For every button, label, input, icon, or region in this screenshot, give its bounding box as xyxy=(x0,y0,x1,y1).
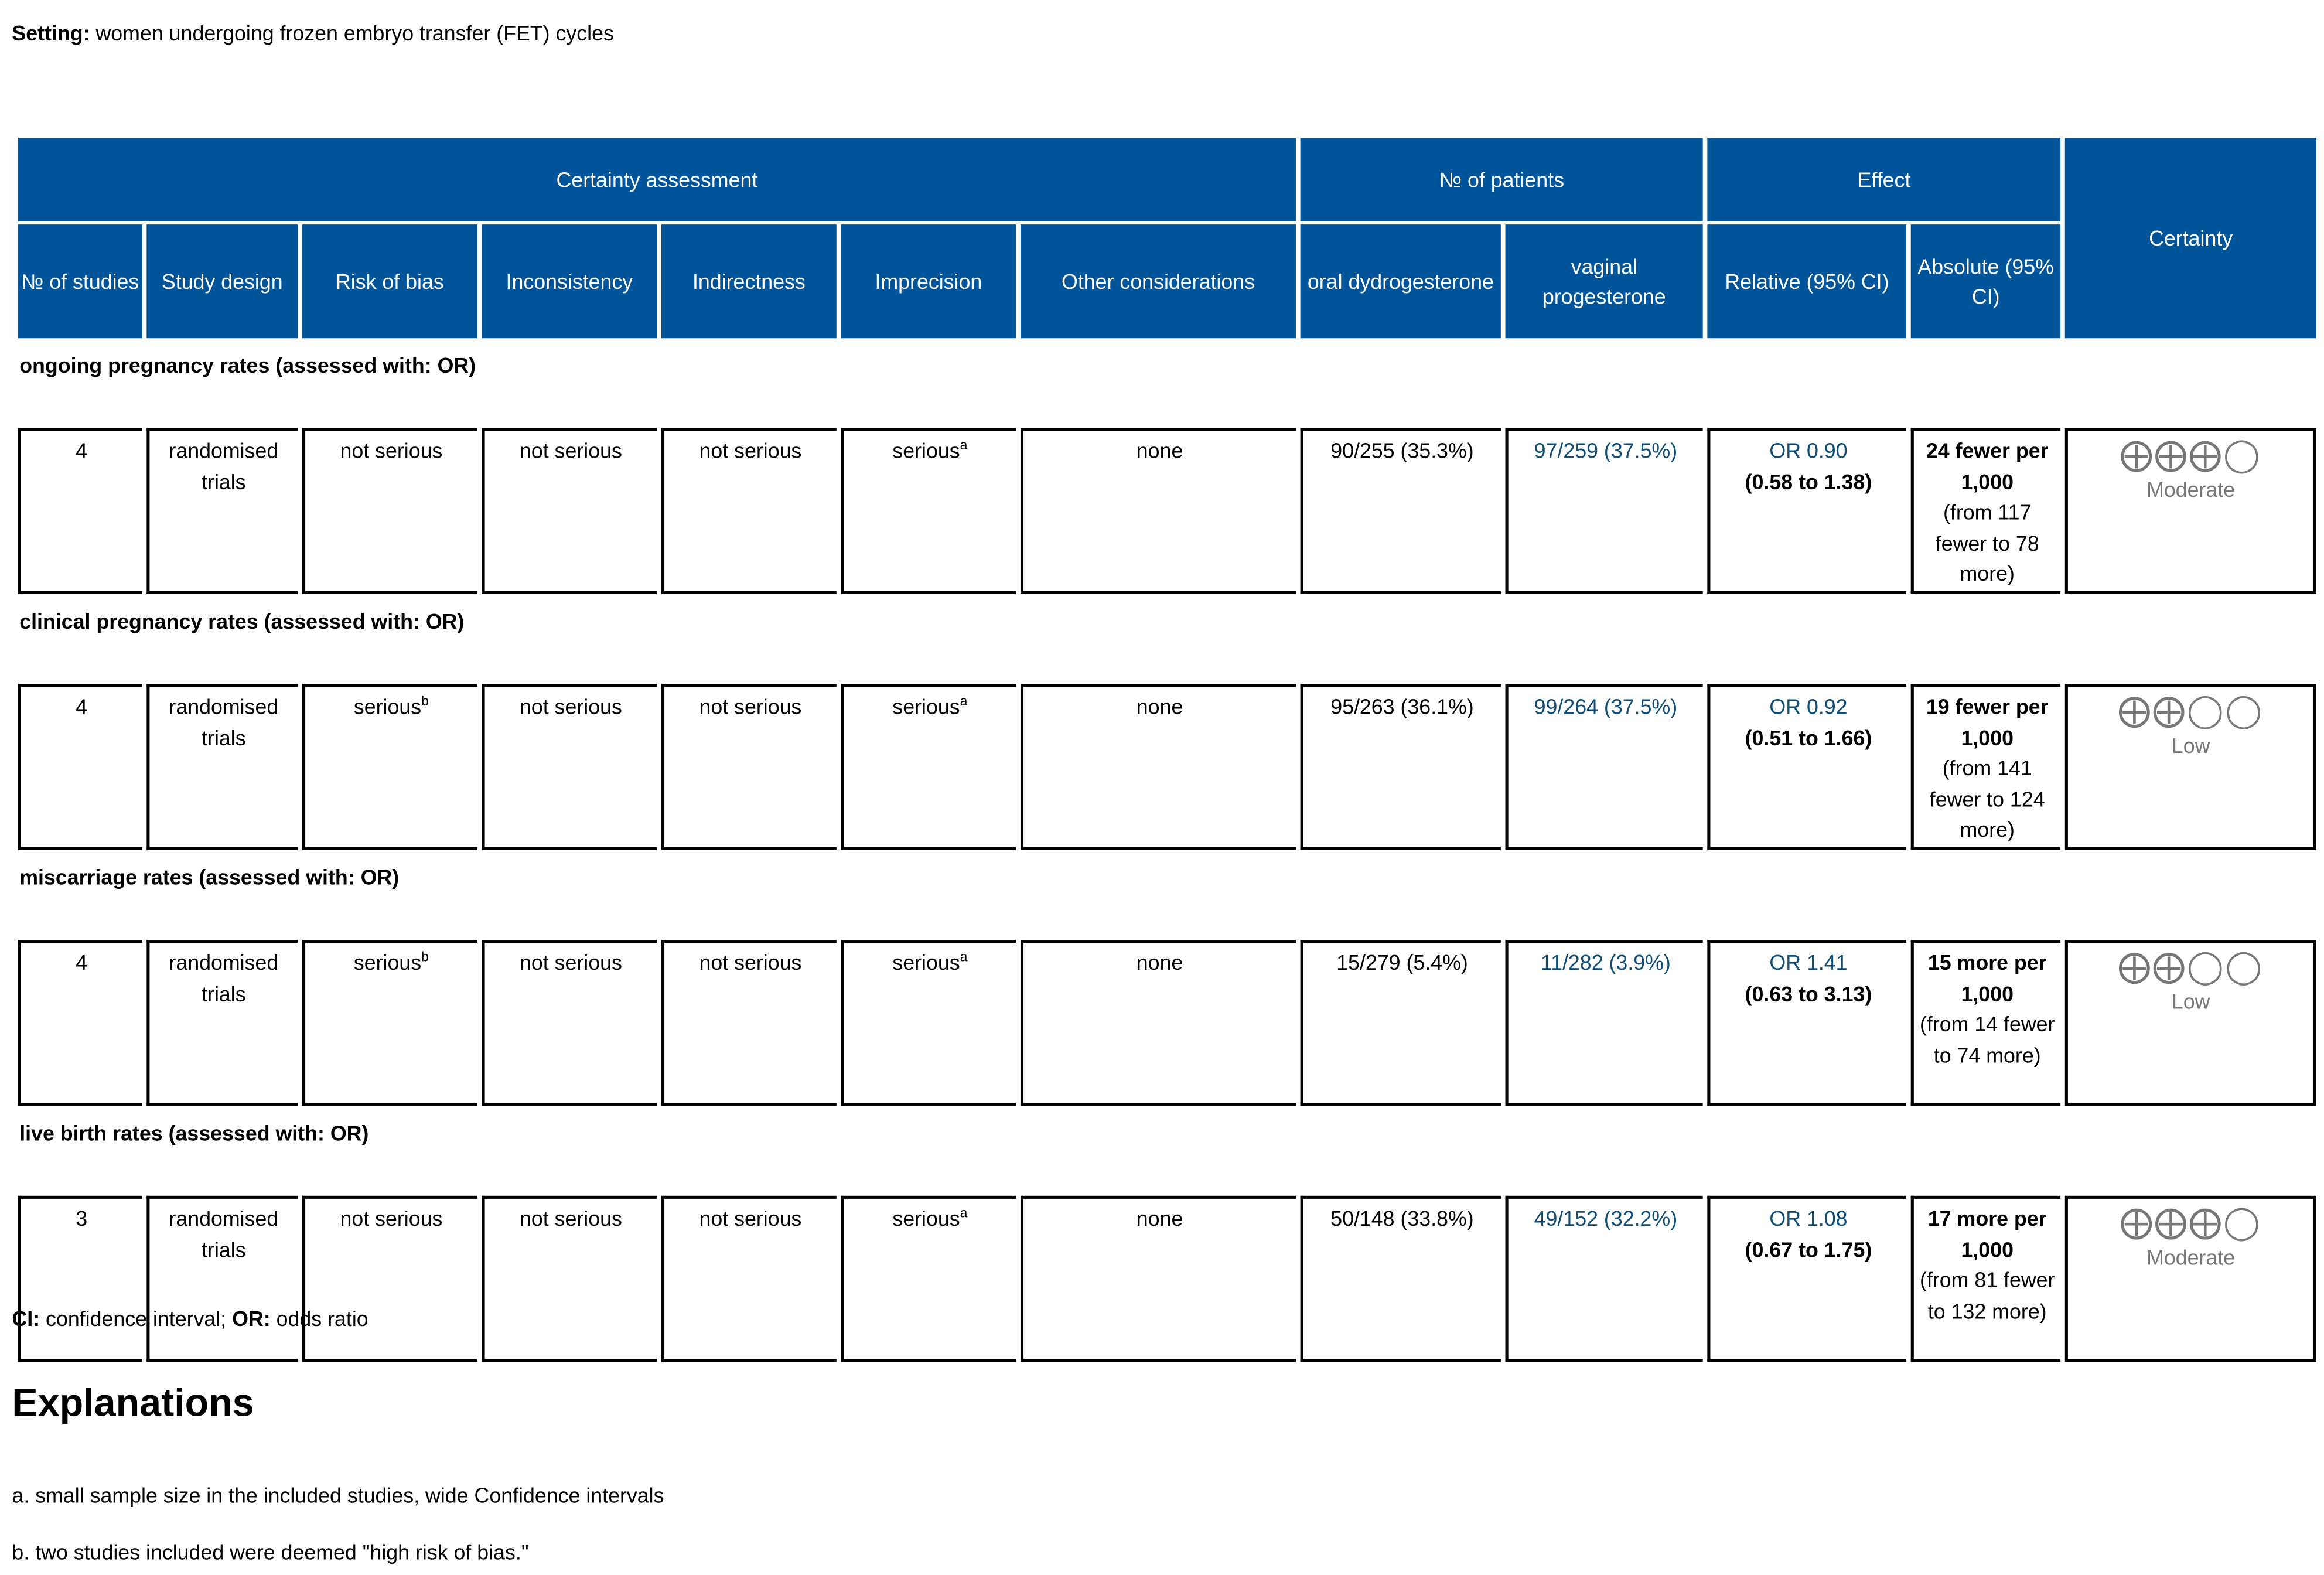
cell-other-considerations: none xyxy=(1021,940,1296,1106)
cell-inconsistency: not serious xyxy=(482,684,657,850)
cell-imprecision xyxy=(841,940,1016,1106)
outcome-section-row xyxy=(18,853,2317,937)
relative-or: OR 1.41 xyxy=(1769,950,1848,974)
cell-num-studies: 4 xyxy=(18,940,142,1106)
col-absolute: Absolute (95% CI) xyxy=(1911,224,2060,338)
imprecision-value: serious xyxy=(892,950,960,974)
cell-relative xyxy=(1708,1196,1907,1362)
cell-oral-dydrogesterone: 95/263 (36.1%) xyxy=(1301,684,1501,850)
setting-label: Setting: xyxy=(12,21,90,45)
cell-vaginal-progesterone: 99/264 (37.5%) xyxy=(1506,684,1703,850)
risk-value: not serious xyxy=(340,1206,443,1230)
relative-or: OR 0.90 xyxy=(1769,438,1848,463)
absolute-main: 17 more per 1,000 xyxy=(1927,1206,2047,1261)
or-label: OR: xyxy=(232,1306,271,1331)
ci-text: confidence interval; xyxy=(40,1306,233,1331)
cell-indirectness: not serious xyxy=(661,428,837,595)
imprecision-footnote-marker: a xyxy=(960,693,968,709)
outcome-title: miscarriage rates (assessed with: OR) xyxy=(19,865,400,889)
col-num-studies: № of studies xyxy=(18,224,142,338)
imprecision-footnote-marker: a xyxy=(960,949,968,964)
cell-oral-dydrogesterone: 90/255 (35.3%) xyxy=(1301,428,1501,595)
col-other-considerations: Other considerations xyxy=(1021,224,1296,338)
relative-ci: (0.51 to 1.66) xyxy=(1745,725,1872,749)
absolute-main: 24 fewer per 1,000 xyxy=(1926,438,2049,493)
cell-num-studies: 4 xyxy=(18,684,142,850)
grade-evidence-table xyxy=(13,135,2321,1365)
risk-footnote-marker: b xyxy=(421,949,429,964)
cell-other-considerations: none xyxy=(1021,428,1296,595)
cell-imprecision xyxy=(841,684,1016,850)
col-vaginal-progesterone: vaginal progesterone xyxy=(1506,224,1703,338)
outcome-title: clinical pregnancy rates (assessed with: OR) xyxy=(19,609,465,633)
table-row xyxy=(18,1196,2317,1362)
table-row xyxy=(18,940,2317,1106)
explanation-b: b. two studies included were deemed "high risk of bias." xyxy=(12,1540,529,1564)
header-num-patients: № of patients xyxy=(1301,138,1703,221)
cell-risk-of-bias xyxy=(302,940,477,1106)
cell-risk-of-bias xyxy=(302,428,477,595)
col-imprecision: Imprecision xyxy=(841,224,1016,338)
cell-absolute xyxy=(1911,684,2060,850)
cell-imprecision xyxy=(841,428,1016,595)
ci-label: CI: xyxy=(12,1306,40,1331)
imprecision-value: serious xyxy=(892,694,960,719)
col-risk-of-bias: Risk of bias xyxy=(302,224,477,338)
certainty-rating-icon: ⨁⨁◯◯ xyxy=(2118,691,2264,729)
risk-value: not serious xyxy=(340,438,443,463)
outcome-section-row xyxy=(18,341,2317,425)
cell-study-design: randomised trials xyxy=(146,428,298,595)
relative-or: OR 0.92 xyxy=(1769,694,1848,719)
certainty-label: Low xyxy=(2171,733,2210,758)
explanations-title: Explanations xyxy=(12,1379,254,1425)
cell-other-considerations: none xyxy=(1021,684,1296,850)
or-text: odds ratio xyxy=(270,1306,368,1331)
header-effect: Effect xyxy=(1708,138,2061,221)
col-relative: Relative (95% CI) xyxy=(1708,224,1907,338)
absolute-main: 15 more per 1,000 xyxy=(1927,950,2047,1005)
cell-vaginal-progesterone: 49/152 (32.2%) xyxy=(1506,1196,1703,1362)
cell-risk-of-bias xyxy=(302,684,477,850)
certainty-label: Moderate xyxy=(2146,1245,2236,1269)
cell-certainty xyxy=(2065,684,2316,850)
imprecision-value: serious xyxy=(892,438,960,463)
cell-study-design: randomised trials xyxy=(146,1196,298,1362)
cell-study-design: randomised trials xyxy=(146,940,298,1106)
outcomes-body xyxy=(18,341,2317,1362)
risk-value: serious xyxy=(353,694,422,719)
header-certainty: Certainty xyxy=(2065,138,2316,338)
cell-absolute xyxy=(1911,940,2060,1106)
certainty-rating-icon: ⨁⨁⨁◯ xyxy=(2120,1203,2262,1241)
risk-footnote-marker: b xyxy=(421,693,429,709)
cell-oral-dydrogesterone: 50/148 (33.8%) xyxy=(1301,1196,1501,1362)
certainty-rating-icon: ⨁⨁◯◯ xyxy=(2118,947,2264,985)
cell-num-studies: 3 xyxy=(18,1196,142,1362)
cell-inconsistency: not serious xyxy=(482,428,657,595)
col-oral-dydrogesterone: oral dydrogesterone xyxy=(1301,224,1501,338)
risk-value: serious xyxy=(353,950,422,974)
setting-line xyxy=(12,21,613,45)
absolute-range: (from 141 fewer to 124 more) xyxy=(1929,755,2045,841)
cell-relative xyxy=(1708,428,1907,595)
cell-certainty xyxy=(2065,428,2316,595)
relative-ci: (0.67 to 1.75) xyxy=(1745,1237,1872,1261)
cell-absolute xyxy=(1911,428,2060,595)
cell-study-design: randomised trials xyxy=(146,684,298,850)
outcome-section-row xyxy=(18,1109,2317,1193)
imprecision-footnote-marker: a xyxy=(960,437,968,453)
absolute-range: (from 117 fewer to 78 more) xyxy=(1935,500,2039,585)
cell-certainty xyxy=(2065,940,2316,1106)
absolute-main: 19 fewer per 1,000 xyxy=(1926,694,2049,749)
cell-relative xyxy=(1708,940,1907,1106)
explanation-a: a. small sample size in the included studies, wide Confidence intervals xyxy=(12,1483,664,1508)
cell-inconsistency: not serious xyxy=(482,1196,657,1362)
cell-risk-of-bias xyxy=(302,1196,477,1362)
col-indirectness: Indirectness xyxy=(661,224,837,338)
col-study-design: Study design xyxy=(146,224,298,338)
table-row xyxy=(18,684,2317,850)
imprecision-value: serious xyxy=(892,1206,960,1230)
cell-imprecision xyxy=(841,1196,1016,1362)
relative-or: OR 1.08 xyxy=(1769,1206,1848,1230)
cell-vaginal-progesterone: 11/282 (3.9%) xyxy=(1506,940,1703,1106)
certainty-rating-icon: ⨁⨁⨁◯ xyxy=(2120,435,2262,473)
table-row xyxy=(18,428,2317,595)
outcome-title: live birth rates (assessed with: OR) xyxy=(19,1121,369,1145)
cell-indirectness: not serious xyxy=(661,1196,837,1362)
cell-indirectness: not serious xyxy=(661,684,837,850)
imprecision-footnote-marker: a xyxy=(960,1205,968,1221)
relative-ci: (0.63 to 3.13) xyxy=(1745,981,1872,1005)
outcome-section-row xyxy=(18,597,2317,681)
absolute-range: (from 81 fewer to 132 more) xyxy=(1919,1267,2055,1322)
abbreviations-footnote xyxy=(12,1307,368,1331)
certainty-label: Low xyxy=(2171,989,2210,1014)
cell-relative xyxy=(1708,684,1907,850)
relative-ci: (0.58 to 1.38) xyxy=(1745,469,1872,493)
cell-vaginal-progesterone: 97/259 (37.5%) xyxy=(1506,428,1703,595)
certainty-label: Moderate xyxy=(2146,477,2236,502)
header-certainty-assessment: Certainty assessment xyxy=(18,138,1296,221)
setting-text: women undergoing frozen embryo transfer (FET) cycles xyxy=(90,21,614,45)
col-inconsistency: Inconsistency xyxy=(482,224,657,338)
cell-absolute xyxy=(1911,1196,2060,1362)
cell-other-considerations: none xyxy=(1021,1196,1296,1362)
outcome-title: ongoing pregnancy rates (assessed with: OR) xyxy=(19,353,476,377)
cell-oral-dydrogesterone: 15/279 (5.4%) xyxy=(1301,940,1501,1106)
absolute-range: (from 14 fewer to 74 more) xyxy=(1919,1011,2055,1066)
cell-inconsistency: not serious xyxy=(482,940,657,1106)
cell-certainty xyxy=(2065,1196,2316,1362)
cell-num-studies: 4 xyxy=(18,428,142,595)
cell-indirectness: not serious xyxy=(661,940,837,1106)
